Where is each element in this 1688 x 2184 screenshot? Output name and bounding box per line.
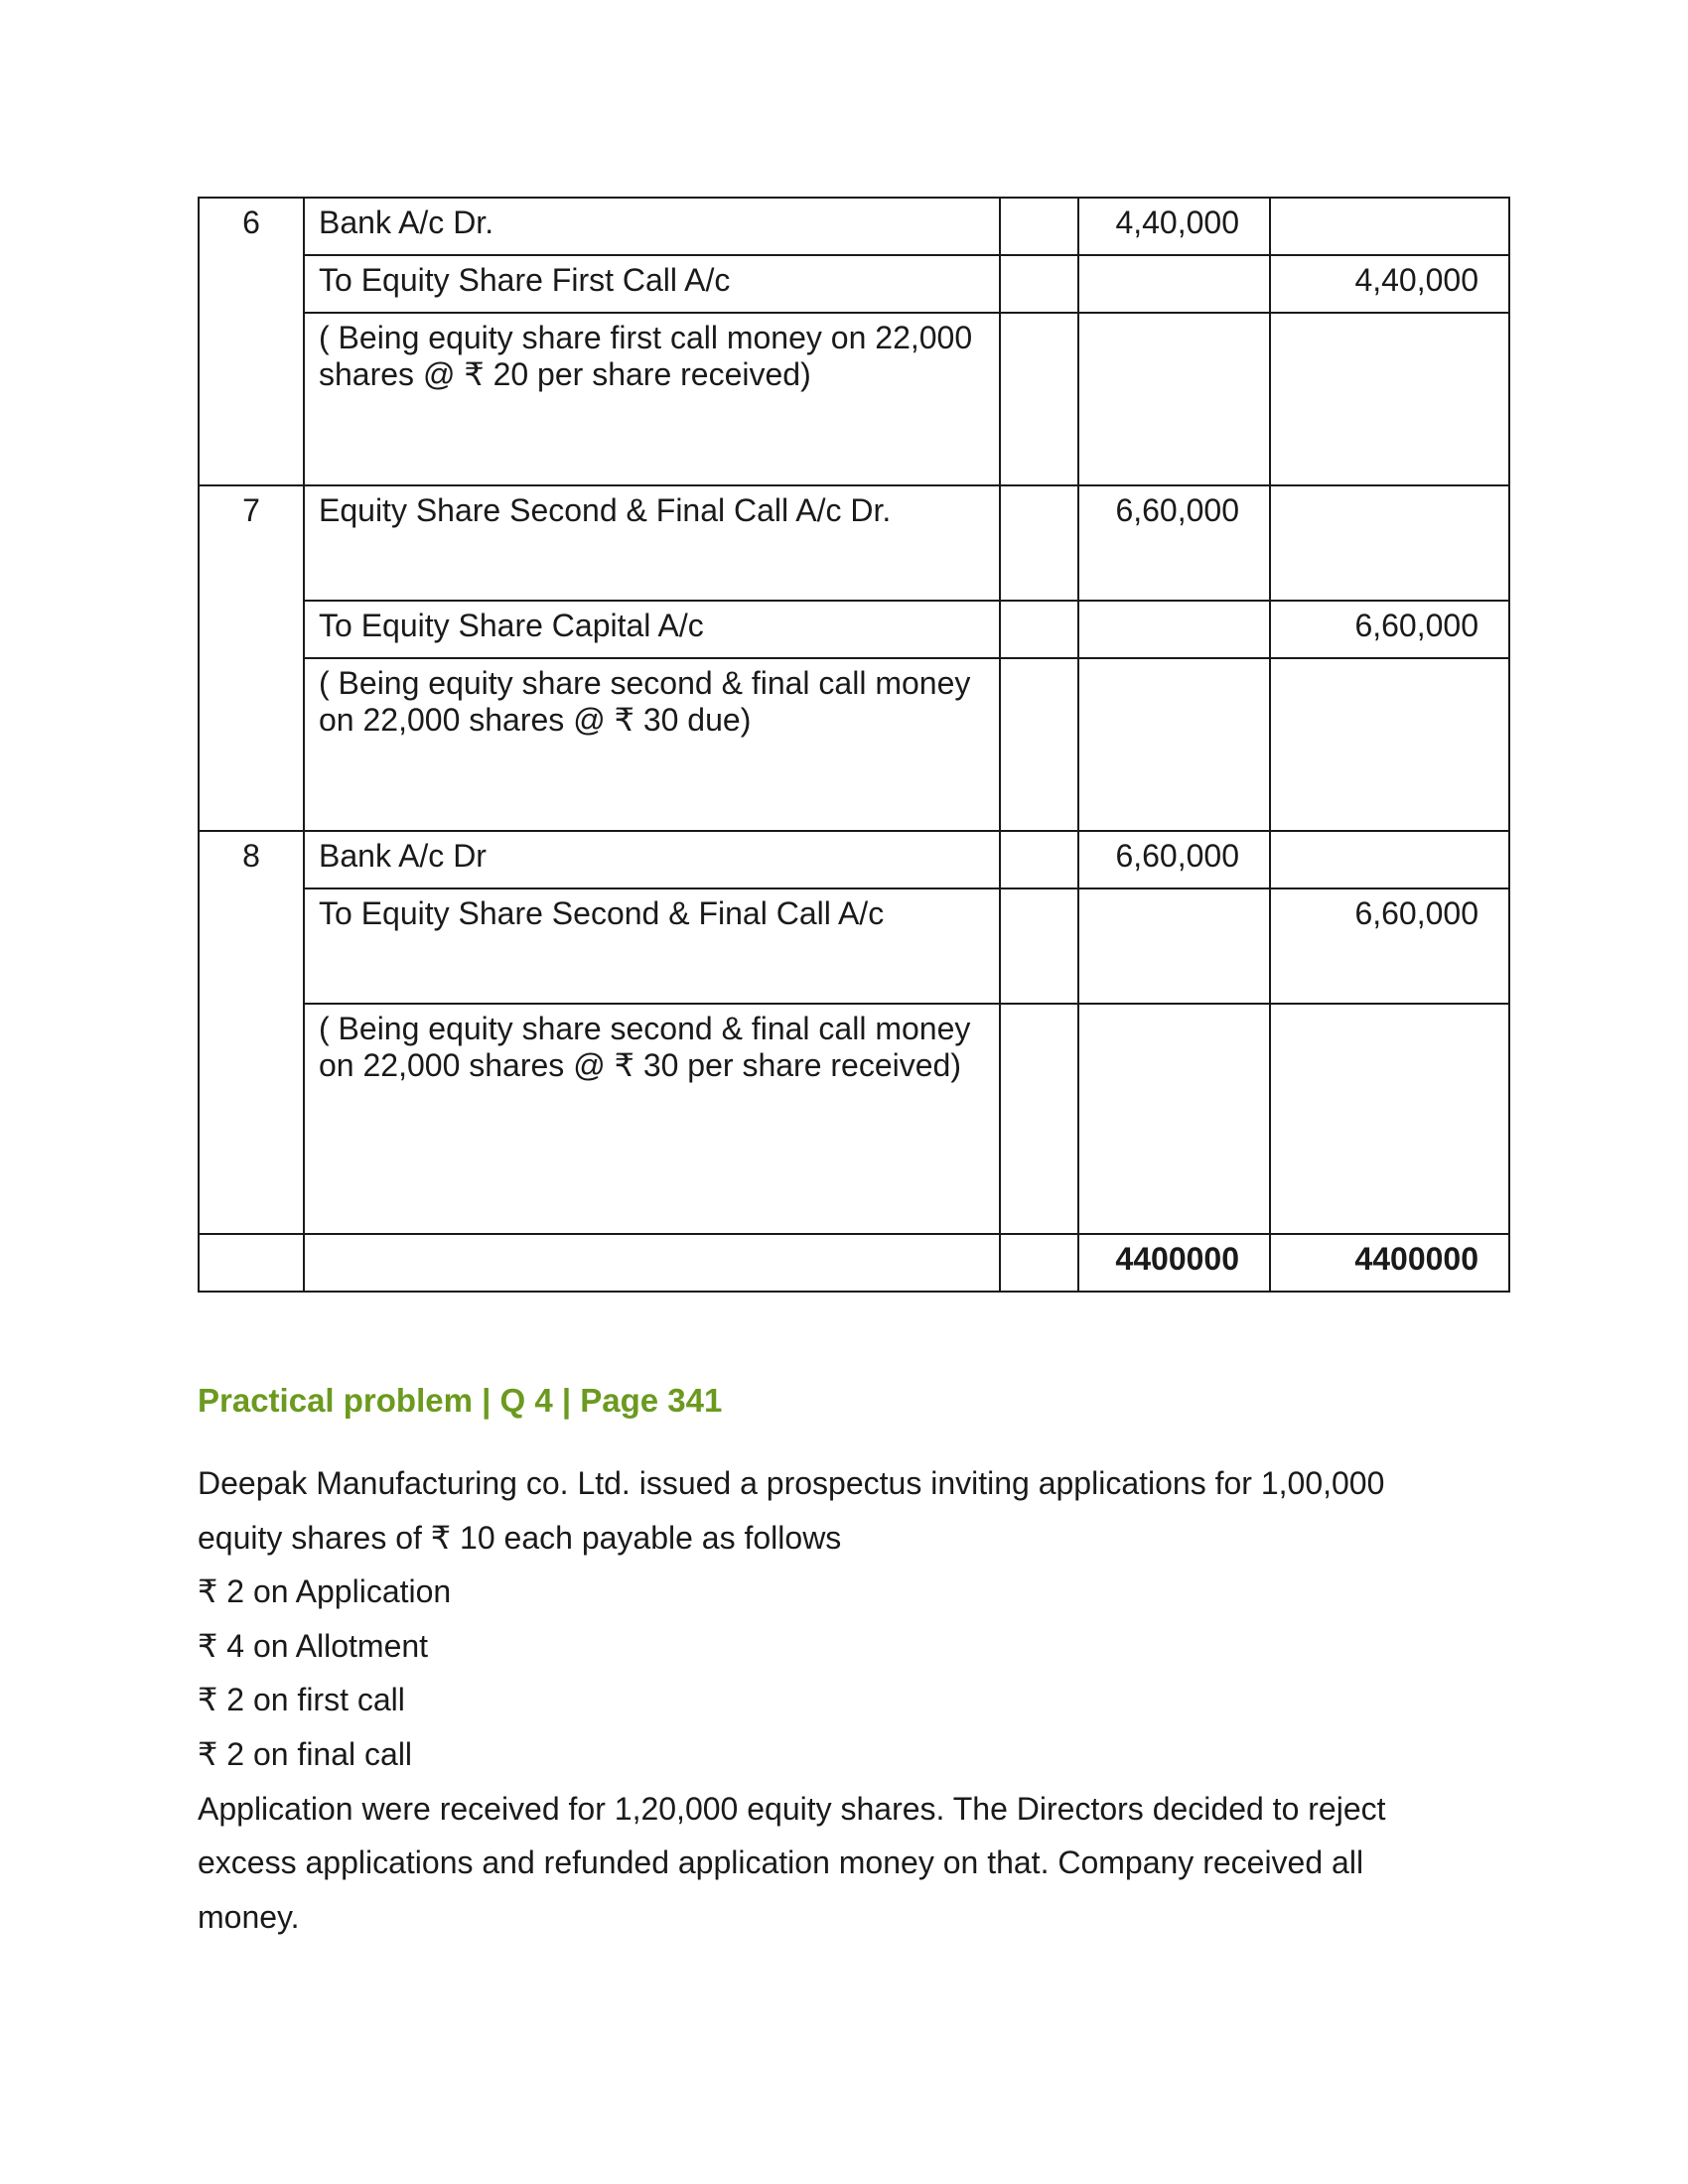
table-row <box>199 255 1509 313</box>
table-row <box>199 198 1509 255</box>
problem-line: ₹ 2 on Application <box>198 1573 452 1610</box>
table-row <box>199 601 1509 658</box>
particulars-cell: Bank A/c Dr. <box>304 198 1000 255</box>
lf-cell <box>1000 658 1078 831</box>
problem-text <box>198 1456 1508 1944</box>
debit-amount <box>1078 888 1270 1004</box>
debit-total: 4400000 <box>1078 1234 1270 1292</box>
table-row <box>199 485 1509 601</box>
lf-cell <box>1000 485 1078 601</box>
problem-line: ₹ 2 on final call <box>198 1735 413 1772</box>
lf-cell <box>1000 313 1078 485</box>
total-row <box>199 1234 1509 1292</box>
credit-amount <box>1270 1004 1509 1234</box>
entry-number: 8 <box>199 831 304 1234</box>
credit-amount <box>1270 198 1509 255</box>
particulars-cell: To Equity Share First Call A/c <box>304 255 1000 313</box>
particulars-cell <box>304 1234 1000 1292</box>
problem-line: Application were received for 1,20,000 equity shares. The Directors decided to reject <box>198 1790 1386 1827</box>
lf-cell <box>1000 198 1078 255</box>
entry-number: 7 <box>199 485 304 831</box>
narration-cell: ( Being equity share second & final call money on 22,000 shares @ ₹ 30 due) <box>304 658 1000 831</box>
credit-amount: 6,60,000 <box>1270 601 1509 658</box>
table-row <box>199 658 1509 831</box>
particulars-cell: To Equity Share Second & Final Call A/c <box>304 888 1000 1004</box>
problem-line: ₹ 4 on Allotment <box>198 1627 429 1664</box>
debit-amount: 4,40,000 <box>1078 198 1270 255</box>
lf-cell <box>1000 888 1078 1004</box>
lf-cell <box>1000 831 1078 888</box>
credit-amount <box>1270 485 1509 601</box>
debit-amount <box>1078 1004 1270 1234</box>
lf-cell <box>1000 1234 1078 1292</box>
debit-amount <box>1078 658 1270 831</box>
problem-line: excess applications and refunded application money on that. Company received all <box>198 1844 1364 1881</box>
particulars-cell: To Equity Share Capital A/c <box>304 601 1000 658</box>
problem-heading: Practical problem | Q 4 | Page 341 <box>198 1382 723 1419</box>
debit-amount: 6,60,000 <box>1078 831 1270 888</box>
debit-amount <box>1078 255 1270 313</box>
debit-amount: 6,60,000 <box>1078 485 1270 601</box>
credit-amount <box>1270 831 1509 888</box>
debit-amount <box>1078 313 1270 485</box>
journal-table <box>198 197 1510 1293</box>
credit-amount <box>1270 313 1509 485</box>
table-row <box>199 313 1509 485</box>
entry-number: 6 <box>199 198 304 485</box>
debit-amount <box>1078 601 1270 658</box>
credit-total: 4400000 <box>1270 1234 1509 1292</box>
particulars-cell: Bank A/c Dr <box>304 831 1000 888</box>
credit-amount: 4,40,000 <box>1270 255 1509 313</box>
particulars-cell: Equity Share Second & Final Call A/c Dr. <box>304 485 1000 601</box>
problem-line: equity shares of ₹ 10 each payable as follows <box>198 1519 842 1556</box>
credit-amount <box>1270 658 1509 831</box>
narration-cell: ( Being equity share second & final call money on 22,000 shares @ ₹ 30 per share received) <box>304 1004 1000 1234</box>
table-row <box>199 831 1509 888</box>
narration-cell: ( Being equity share first call money on 22,000 shares @ ₹ 20 per share received) <box>304 313 1000 485</box>
credit-amount: 6,60,000 <box>1270 888 1509 1004</box>
entry-number <box>199 1234 304 1292</box>
problem-line: ₹ 2 on first call <box>198 1682 405 1718</box>
problem-line: money. <box>198 1898 300 1935</box>
lf-cell <box>1000 255 1078 313</box>
lf-cell <box>1000 1004 1078 1234</box>
table-row <box>199 888 1509 1004</box>
problem-line: Deepak Manufacturing co. Ltd. issued a prospectus inviting applications for 1,00,000 <box>198 1465 1385 1501</box>
lf-cell <box>1000 601 1078 658</box>
table-row <box>199 1004 1509 1234</box>
